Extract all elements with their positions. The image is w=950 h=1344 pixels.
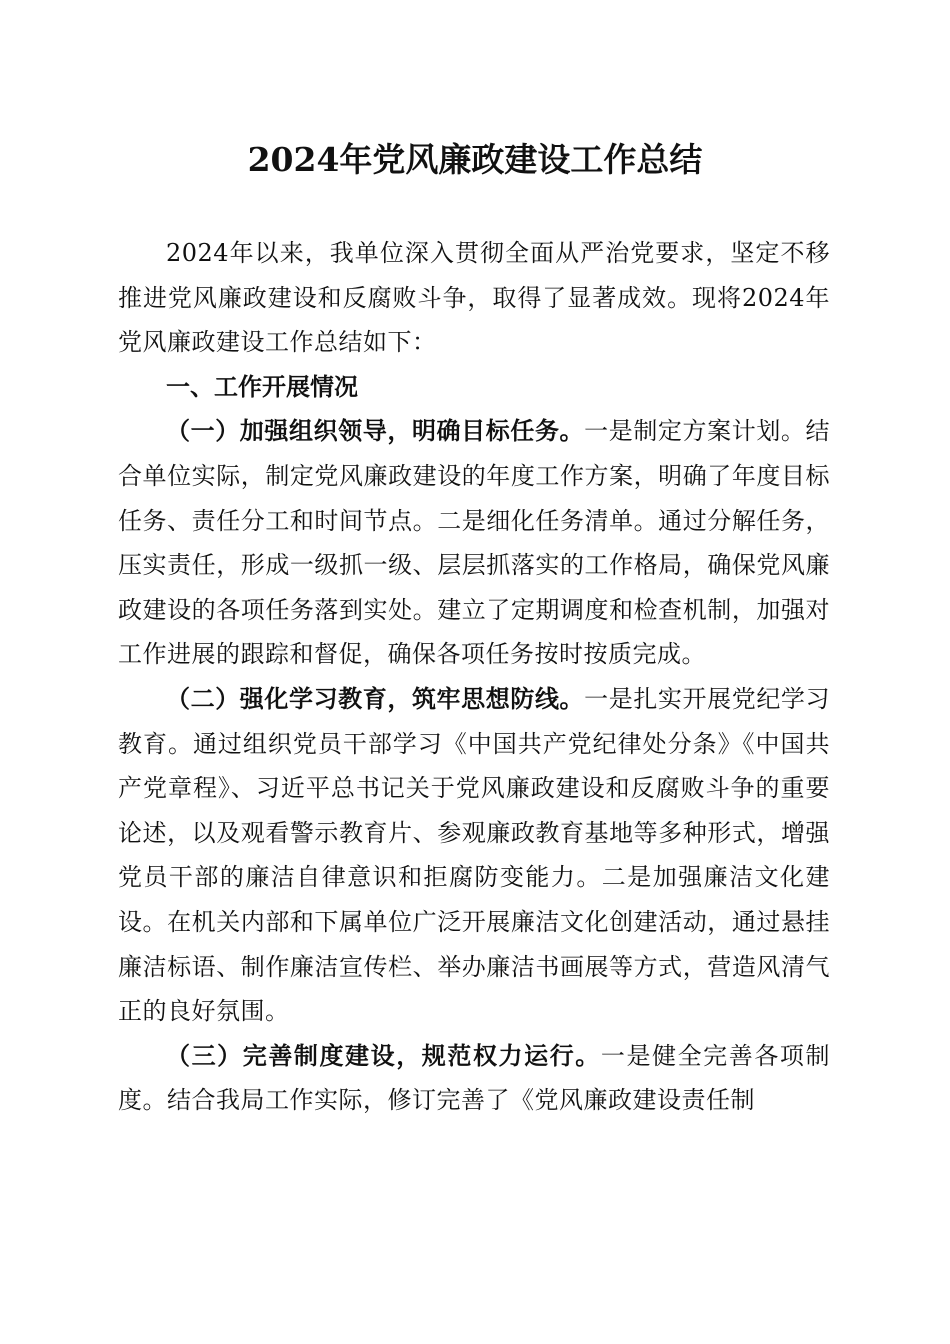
item-lead-2: （二）强化学习教育，筑牢思想防线。 (166, 683, 585, 713)
intro-paragraph: 2024年以来，我单位深入贯彻全面从严治党要求，坚定不移推进党风廉政建设和反腐败斗争，取得了显著成效。现将2024年党风廉政建设工作总结如下： (118, 239, 830, 357)
item-text-2: 一是扎实开展党纪学习教育。通过组织党员干部学习《中国共产党纪律处分条》《中国共产党章程》、习近平总书记关于党风廉政建设和反腐败斗争的重要论述，以及观看警示教育片、参观廉政教育基地等多种形式，增强党员干部的廉洁自律意识和拒腐防变能力。二是加强廉洁文化建设。在机关内部和下属单位广泛开展廉洁文化创建活动，通过悬挂廉洁标语、制作廉洁宣传栏、举办廉洁书画展等方式，营造风清气正的良好氛围。 (118, 684, 831, 1026)
item-paragraph-3 (118, 1034, 830, 1123)
item-lead-3: （三）完善制度建设，规范权力运行。 (166, 1040, 601, 1070)
document-title: 2024年党风廉政建设工作总结 (247, 140, 703, 179)
item-paragraph-2 (118, 677, 830, 1034)
item-text-3: 一是健全完善各项制度。结合我局工作实际，修订完善了《党风廉政建设责任制 (118, 1041, 830, 1115)
item-paragraph-1 (118, 409, 830, 677)
document-body (118, 231, 830, 1123)
item-lead-1: （一）加强组织领导，明确目标任务。 (166, 416, 585, 446)
section-heading: 一、工作开展情况 (166, 372, 358, 401)
item-text-1: 一是制定方案计划。结合单位实际，制定党风廉政建设的年度工作方案，明确了年度目标任务、责任分工和时间节点。二是细化任务清单。通过分解任务，压实责任，形成一级抓一级、层层抓落实的工作格局，确保党风廉政建设的各项任务落到实处。建立了定期调度和检查机制，加强对工作进展的跟踪和督促，确保各项任务按时按质完成。 (118, 417, 831, 669)
